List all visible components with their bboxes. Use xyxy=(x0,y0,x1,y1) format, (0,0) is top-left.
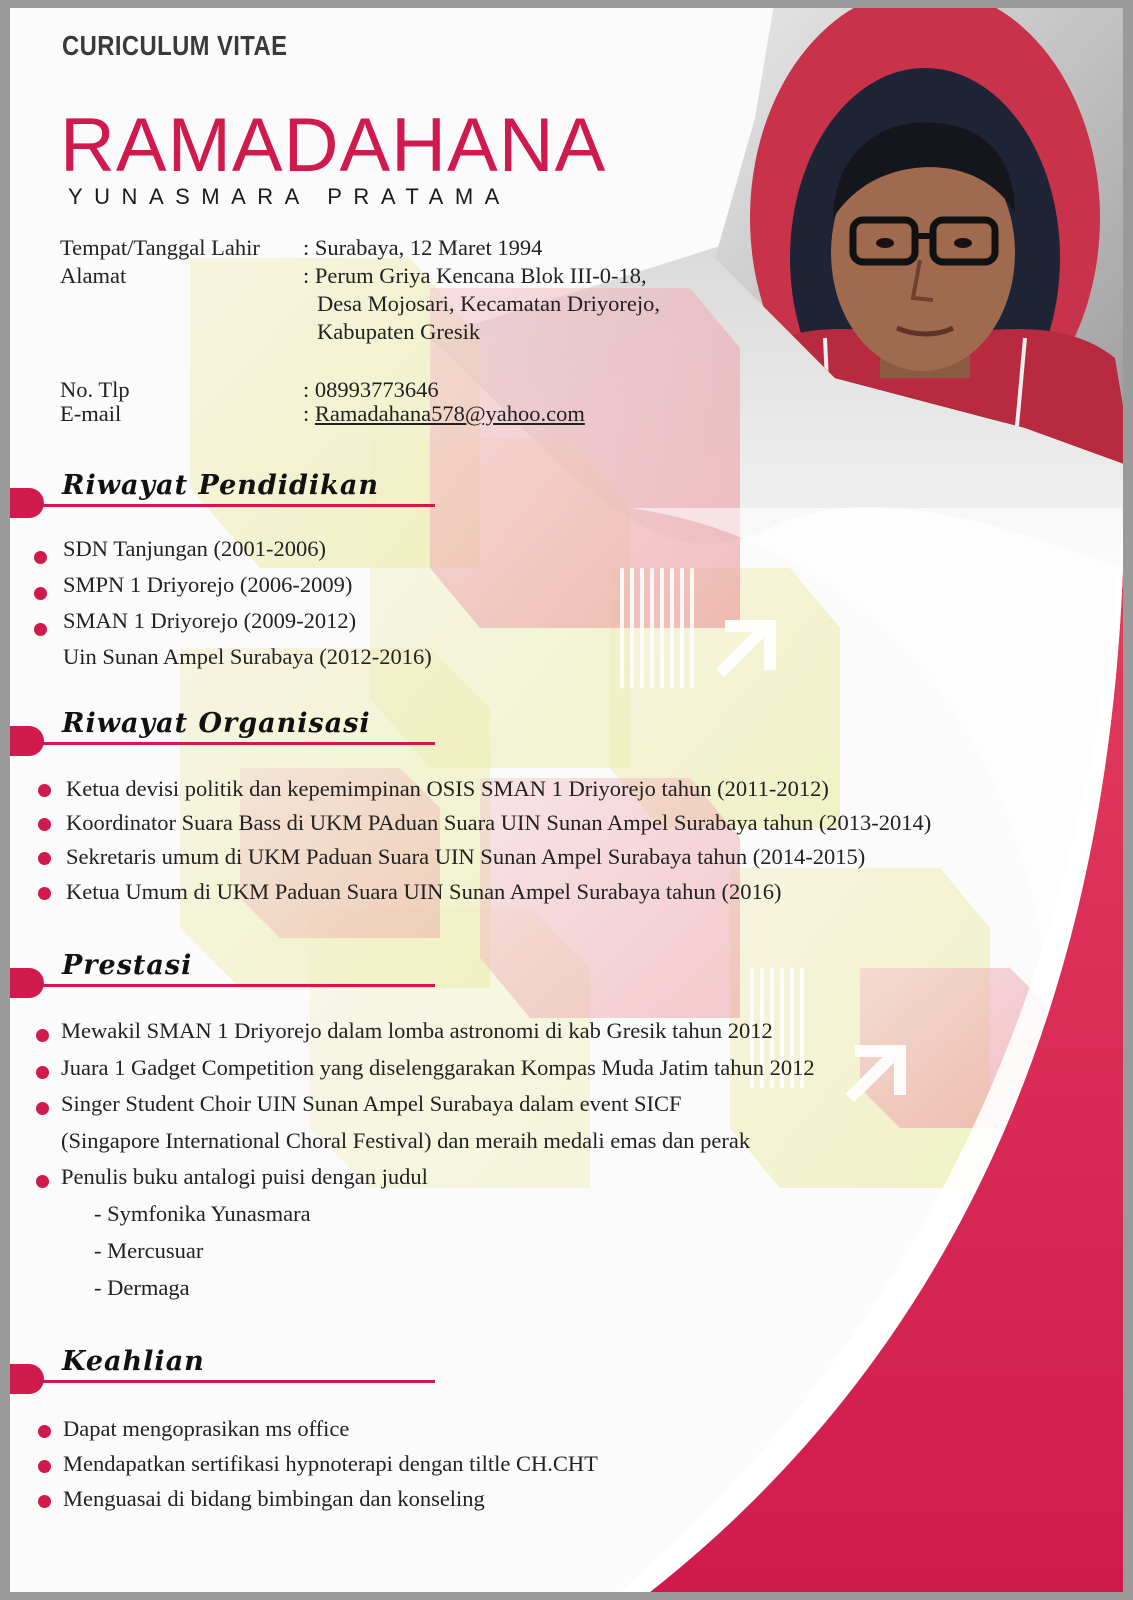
skill-item: Mendapatkan sertifikasi hypnoterapi dengan tiltle CH.CHT xyxy=(63,1451,598,1476)
organization-item: Ketua devisi politik dan kepemimpinan OSIS SMAN 1 Driyorejo tahun (2011-2012) xyxy=(66,776,829,801)
education-item: SMAN 1 Driyorejo (2009-2012) xyxy=(63,608,357,633)
bullet-icon xyxy=(36,1102,49,1115)
education-item: SDN Tanjungan (2001-2006) xyxy=(63,536,326,561)
education-item: SMPN 1 Driyorejo (2006-2009) xyxy=(63,572,353,597)
address-line-2: Desa Mojosari, Kecamatan Driyorejo, xyxy=(317,291,661,316)
skill-item: Dapat mengoprasikan ms office xyxy=(63,1416,350,1441)
email-prefix: : xyxy=(303,401,315,426)
bullet-icon xyxy=(36,1066,49,1079)
bullet-icon xyxy=(38,784,51,797)
achievements-section-rule xyxy=(10,984,435,987)
bullet-icon xyxy=(38,887,51,900)
achievement-item: Juara 1 Gadget Competition yang diselenggarakan Kompas Muda Jatim tahun 2012 xyxy=(61,1055,815,1080)
birth-label: Tempat/Tanggal Lahir xyxy=(60,235,260,260)
bullet-icon xyxy=(34,623,47,636)
bullet-icon xyxy=(34,551,47,564)
organization-item: Koordinator Suara Bass di UKM PAduan Suara UIN Sunan Ampel Surabaya tahun (2013-2014) xyxy=(66,810,932,835)
achievement-item: Penulis buku antalogi puisi dengan judul xyxy=(61,1164,428,1189)
achievement-item: (Singapore International Choral Festival) dan meraih medali emas dan perak xyxy=(61,1128,751,1153)
bullet-icon xyxy=(36,1029,49,1042)
address-line-1: : Perum Griya Kencana Blok III-0-18, xyxy=(303,263,647,288)
achievements-section-tab xyxy=(10,968,44,998)
bullet-icon xyxy=(34,587,47,600)
education-section-tab xyxy=(10,488,44,518)
skills-section-tab xyxy=(10,1364,44,1394)
address-label: Alamat xyxy=(60,263,127,288)
book-title: - Mercusuar xyxy=(94,1238,204,1263)
skill-item: Menguasai di bidang bimbingan dan konseling xyxy=(63,1486,485,1511)
education-item: Uin Sunan Ampel Surabaya (2012-2016) xyxy=(63,644,432,669)
bullet-icon xyxy=(38,852,51,865)
phone-value: : 08993773646 xyxy=(303,377,439,402)
bullet-icon xyxy=(38,1460,51,1473)
skills-section-rule xyxy=(10,1380,435,1383)
birth-value: : Surabaya, 12 Maret 1994 xyxy=(303,235,543,260)
achievement-item: Singer Student Choir UIN Sunan Ampel Surabaya dalam event SICF xyxy=(61,1091,682,1116)
organization-section-tab xyxy=(10,726,44,756)
skills-title: Keahlian xyxy=(62,1346,205,1377)
document-label: CURICULUM VITAE xyxy=(62,30,288,61)
education-title: Riwayat Pendidikan xyxy=(62,470,379,501)
organization-item: Sekretaris umum di UKM Paduan Suara UIN Sunan Ampel Surabaya tahun (2014-2015) xyxy=(66,844,866,869)
email-field xyxy=(303,400,585,428)
first-name: RAMADAHANA xyxy=(60,103,607,188)
bullet-icon xyxy=(36,1175,49,1188)
education-section-rule xyxy=(10,504,435,507)
achievements-title: Prestasi xyxy=(62,950,193,981)
phone-label: No. Tlp xyxy=(60,377,130,402)
bullet-icon xyxy=(38,1495,51,1508)
book-title: - Symfonika Yunasmara xyxy=(94,1201,311,1226)
bullet-icon xyxy=(38,1425,51,1438)
organization-item: Ketua Umum di UKM Paduan Suara UIN Sunan Ampel Surabaya tahun (2016) xyxy=(66,879,782,904)
organization-section-rule xyxy=(10,742,435,745)
book-title: - Dermaga xyxy=(94,1275,190,1300)
bullet-icon xyxy=(38,818,51,831)
email-label: E-mail xyxy=(60,401,122,426)
profile-photo xyxy=(715,8,1123,478)
cv-page xyxy=(10,8,1123,1592)
email-link[interactable]: Ramadahana578@yahoo.com xyxy=(314,401,585,426)
last-name: YUNASMARA PRATAMA xyxy=(68,184,511,209)
achievement-item: Mewakil SMAN 1 Driyorejo dalam lomba astronomi di kab Gresik tahun 2012 xyxy=(61,1018,773,1043)
address-line-3: Kabupaten Gresik xyxy=(317,319,481,344)
organization-title: Riwayat Organisasi xyxy=(62,708,371,739)
